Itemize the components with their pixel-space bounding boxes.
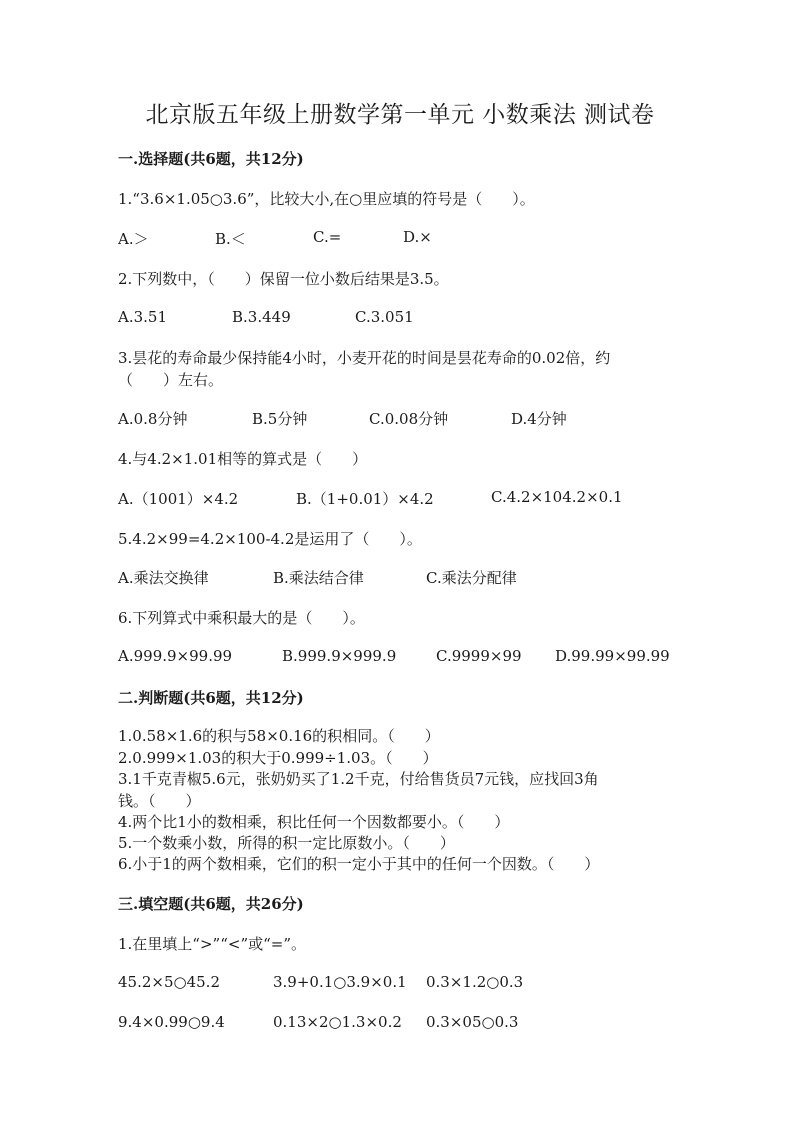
- question-text: 1.在里填上“>”“<”或“=”。: [118, 935, 307, 953]
- judgement-line: 4.两个比1小的数相乘，积比任何一个因数都要小。（ ）: [118, 813, 510, 831]
- option: A.乘法交换律: [118, 569, 209, 587]
- section-heading-judgement: 二.判断题(共6题，共12分): [118, 689, 304, 707]
- fill-row: [0, 1013, 800, 1033]
- option: A.＞: [118, 230, 149, 248]
- option: D.4分钟: [511, 410, 567, 428]
- option: B.5分钟: [252, 410, 308, 428]
- comparison-item: 0.3×1.2○0.3: [426, 973, 524, 991]
- options-row: [0, 488, 800, 508]
- option: C.乘法分配律: [426, 569, 517, 587]
- options-row: [0, 647, 800, 667]
- option: B.3.449: [232, 308, 291, 326]
- option: C.9999×99: [436, 647, 522, 665]
- question-text-continued: （ ）左右。: [118, 371, 224, 389]
- judgement-line: 5.一个数乘小数，所得的积一定比原数小。（ ）: [118, 834, 455, 852]
- judgement-line: 钱。（ ）: [118, 792, 201, 810]
- comparison-item: 3.9+0.1○3.9×0.1: [273, 973, 407, 991]
- page-title: 北京版五年级上册数学第一单元 小数乘法 测试卷: [145, 102, 655, 128]
- question-text: 6.下列算式中乘积最大的是（ ）。: [118, 609, 365, 627]
- section-heading-fill: 三.填空题(共6题，共26分): [118, 895, 304, 913]
- judgement-line: 6.小于1的两个数相乘，它们的积一定小于其中的任何一个因数。（ ）: [118, 855, 600, 873]
- question-text: 2.下列数中，（ ）保留一位小数后结果是3.5。: [118, 270, 449, 288]
- option: A.（1001）×4.2: [118, 490, 239, 508]
- question-text: 5.4.2×99=4.2×100-4.2是运用了（ ）。: [118, 530, 422, 548]
- judgement-line: 3.1千克青椒5.6元，张奶奶买了1.2千克，付给售货员7元钱，应找回3角: [118, 770, 599, 788]
- option: A.999.9×99.99: [118, 647, 233, 665]
- option: B.＜: [215, 230, 246, 248]
- option: C.=: [313, 228, 342, 246]
- options-row: [0, 228, 800, 248]
- comparison-item: 0.13×2○1.3×0.2: [273, 1013, 402, 1031]
- option: C.4.2×104.2×0.1: [491, 488, 623, 506]
- fill-row: [0, 973, 800, 993]
- option: A.3.51: [118, 308, 167, 326]
- option: C.0.08分钟: [369, 410, 449, 428]
- question-text: 3.昙花的寿命最少保持能4小时，小麦开花的时间是昙花寿命的0.02倍，约: [118, 349, 611, 367]
- question-text: 4.与4.2×1.01相等的算式是（ ）: [118, 450, 368, 468]
- option: B.999.9×999.9: [282, 647, 397, 665]
- judgement-line: 1.0.58×1.6的积与58×0.16的积相同。（ ）: [118, 727, 440, 745]
- options-row: [0, 567, 800, 587]
- options-row: [0, 308, 800, 328]
- comparison-item: 9.4×0.99○9.4: [118, 1013, 225, 1031]
- option: C.3.051: [355, 308, 414, 326]
- option: B.（1+0.01）×4.2: [296, 490, 434, 508]
- comparison-item: 0.3×05○0.3: [426, 1013, 519, 1031]
- judgement-line: 2.0.999×1.03的积大于0.999÷1.03。（ ）: [118, 749, 438, 767]
- options-row: [0, 408, 800, 428]
- option: D.×: [403, 228, 432, 246]
- section-heading-choice: 一.选择题(共6题，共12分): [118, 150, 304, 168]
- option: B.乘法结合律: [273, 569, 364, 587]
- comparison-item: 45.2×5○45.2: [118, 973, 220, 991]
- question-text: 1.“3.6×1.05○3.6”，比较大小,在○里应填的符号是（ ）。: [118, 190, 535, 208]
- option: D.99.99×99.99: [555, 647, 670, 665]
- option: A.0.8分钟: [118, 410, 188, 428]
